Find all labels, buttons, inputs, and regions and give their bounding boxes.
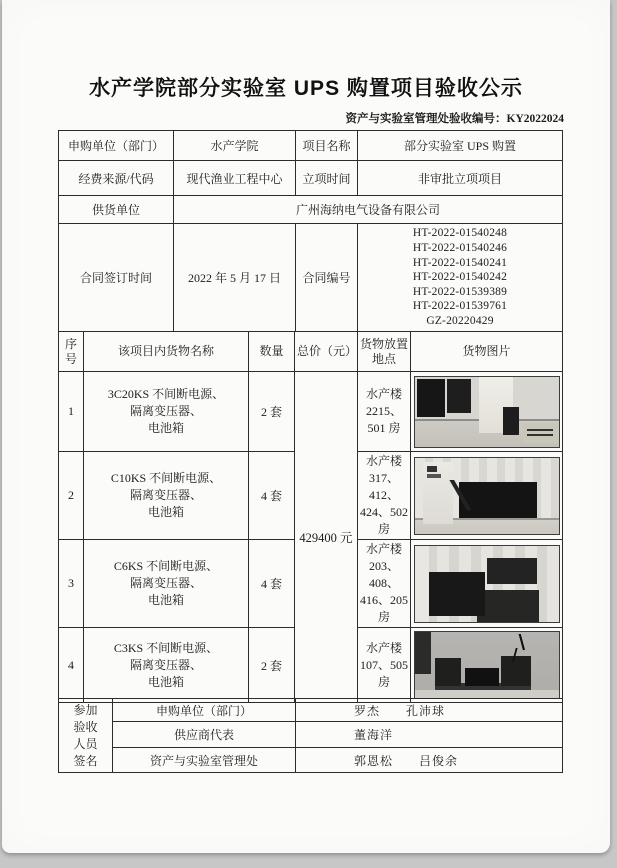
goods-row-1 bbox=[59, 372, 563, 452]
contract-date-value: 2022 年 5 月 17 日 bbox=[174, 224, 296, 332]
signature-names: 郭恩松 吕俊余 bbox=[296, 748, 563, 773]
goods-name-line: C10KS 不间断电源、 bbox=[110, 471, 222, 485]
contract-number: HT-2022-01540241 bbox=[412, 256, 508, 269]
goods-photo-4 bbox=[414, 631, 560, 699]
verify-number: 资产与实验室管理处验收编号：KY2022024 bbox=[345, 113, 564, 125]
goods-photo-cell bbox=[411, 540, 563, 628]
goods-name-line: 隔离变压器、 bbox=[129, 576, 202, 590]
paper-sheet bbox=[2, 0, 610, 853]
col-header-price: 总价（元） bbox=[295, 332, 358, 372]
location-line: 房 bbox=[377, 610, 390, 624]
goods-location bbox=[358, 452, 411, 540]
signature-party: 供应商代表 bbox=[113, 722, 296, 748]
project-name-label: 项目名称 bbox=[296, 131, 358, 161]
signature-names: 董海洋 bbox=[296, 722, 563, 748]
table-row bbox=[59, 161, 563, 196]
location-line: 416、205 bbox=[360, 593, 409, 607]
goods-name-line: 3C20KS 不间断电源、 bbox=[107, 387, 225, 401]
contract-numbers bbox=[358, 224, 563, 332]
goods-name-line: 隔离变压器、 bbox=[129, 404, 202, 418]
col-header-photo: 货物图片 bbox=[411, 332, 563, 372]
goods-photo-cell bbox=[411, 628, 563, 703]
signature-party: 申购单位（部门） bbox=[113, 699, 296, 722]
col-header-qty: 数量 bbox=[249, 332, 295, 372]
contract-number: HT-2022-01540248 bbox=[412, 227, 508, 240]
signature-names: 罗杰 孔沛球 bbox=[296, 699, 563, 722]
goods-photo-cell bbox=[411, 452, 563, 540]
location-line: 317、 bbox=[368, 471, 399, 485]
supplier-label: 供货单位 bbox=[59, 196, 174, 224]
location-line: 水产楼 bbox=[365, 454, 402, 468]
goods-name-line: 电池箱 bbox=[147, 505, 184, 519]
goods-name bbox=[84, 540, 249, 628]
signature-row-1 bbox=[59, 699, 563, 722]
project-name-value: 部分实验室 UPS 购置 bbox=[358, 131, 563, 161]
info-table bbox=[58, 130, 563, 332]
total-price: 429400 元 bbox=[295, 372, 358, 703]
signature-label-line: 人员 bbox=[73, 736, 98, 751]
contract-number: HT-2022-01539761 bbox=[412, 300, 508, 313]
contract-number: HT-2022-01539389 bbox=[412, 285, 508, 298]
goods-location bbox=[358, 540, 411, 628]
purchase-unit-value: 水产学院 bbox=[174, 131, 296, 161]
fund-source-label: 经费来源/代码 bbox=[59, 161, 174, 196]
goods-name-line: 电池箱 bbox=[147, 674, 184, 689]
goods-name-line: C3KS 不间断电源、 bbox=[113, 640, 219, 655]
goods-photo-2 bbox=[414, 457, 560, 535]
goods-name-line: 电池箱 bbox=[147, 593, 184, 607]
fund-source-value: 现代渔业工程中心 bbox=[174, 161, 296, 196]
goods-qty: 4 套 bbox=[249, 540, 295, 628]
location-line: 412、 bbox=[368, 488, 399, 502]
col-header-location: 货物放置地点 bbox=[358, 332, 411, 372]
table-row bbox=[59, 224, 563, 332]
location-line: 424、502 bbox=[360, 505, 409, 519]
signature-label-line: 验收 bbox=[73, 719, 98, 734]
location-line: 2215、 bbox=[365, 404, 402, 418]
goods-name-line: 隔离变压器、 bbox=[129, 657, 202, 672]
row-no: 3 bbox=[59, 540, 84, 628]
location-line: 水产楼 bbox=[365, 640, 402, 655]
col-header-no: 序号 bbox=[59, 332, 84, 372]
signature-section-label bbox=[59, 699, 113, 773]
row-no: 4 bbox=[59, 628, 84, 703]
signature-row-2 bbox=[59, 722, 563, 748]
table-row bbox=[59, 131, 563, 161]
goods-name bbox=[84, 628, 249, 703]
supplier-value: 广州海纳电气设备有限公司 bbox=[174, 196, 563, 224]
location-line: 203、 bbox=[368, 559, 399, 573]
setup-time-value: 非审批立项项目 bbox=[358, 161, 563, 196]
goods-header-row bbox=[59, 332, 563, 372]
row-no: 2 bbox=[59, 452, 84, 540]
goods-name-line: C6KS 不间断电源、 bbox=[113, 559, 219, 573]
goods-name-line: 电池箱 bbox=[147, 421, 184, 435]
signature-label-line: 参加 bbox=[73, 702, 98, 717]
goods-name-line: 隔离变压器、 bbox=[129, 488, 202, 502]
location-line: 408、 bbox=[368, 576, 399, 590]
setup-time-label: 立项时间 bbox=[296, 161, 358, 196]
goods-location bbox=[358, 372, 411, 452]
purchase-unit-label: 申购单位（部门） bbox=[59, 131, 174, 161]
signature-row-3 bbox=[59, 748, 563, 773]
goods-qty: 2 套 bbox=[249, 628, 295, 703]
contract-number: HT-2022-01540242 bbox=[412, 271, 508, 284]
location-line: 房 bbox=[377, 674, 390, 689]
location-line: 107、505 bbox=[360, 657, 409, 672]
goods-name bbox=[84, 452, 249, 540]
location-line: 水产楼 bbox=[365, 387, 402, 401]
table-row bbox=[59, 196, 563, 224]
goods-table bbox=[58, 331, 563, 703]
location-line: 房 bbox=[377, 522, 390, 536]
signature-table bbox=[58, 698, 563, 773]
goods-qty: 2 套 bbox=[249, 372, 295, 452]
signature-party: 资产与实验室管理处 bbox=[113, 748, 296, 773]
row-no: 1 bbox=[59, 372, 84, 452]
page-title: 水产学院部分实验室 UPS 购置项目验收公示 bbox=[89, 77, 523, 100]
signature-label-line: 签名 bbox=[73, 753, 98, 768]
contract-number: GZ-20220429 bbox=[426, 314, 494, 327]
contract-date-label: 合同签订时间 bbox=[59, 224, 174, 332]
col-header-name: 该项目内货物名称 bbox=[84, 332, 249, 372]
contract-number: HT-2022-01540246 bbox=[412, 242, 508, 255]
goods-location bbox=[358, 628, 411, 703]
goods-photo-cell bbox=[411, 372, 563, 452]
location-line: 501 房 bbox=[367, 421, 401, 435]
goods-photo-1 bbox=[414, 376, 560, 448]
goods-name bbox=[84, 372, 249, 452]
goods-photo-3 bbox=[414, 545, 560, 623]
location-line: 水产楼 bbox=[365, 542, 402, 556]
contract-no-label: 合同编号 bbox=[296, 224, 358, 332]
goods-qty: 4 套 bbox=[249, 452, 295, 540]
